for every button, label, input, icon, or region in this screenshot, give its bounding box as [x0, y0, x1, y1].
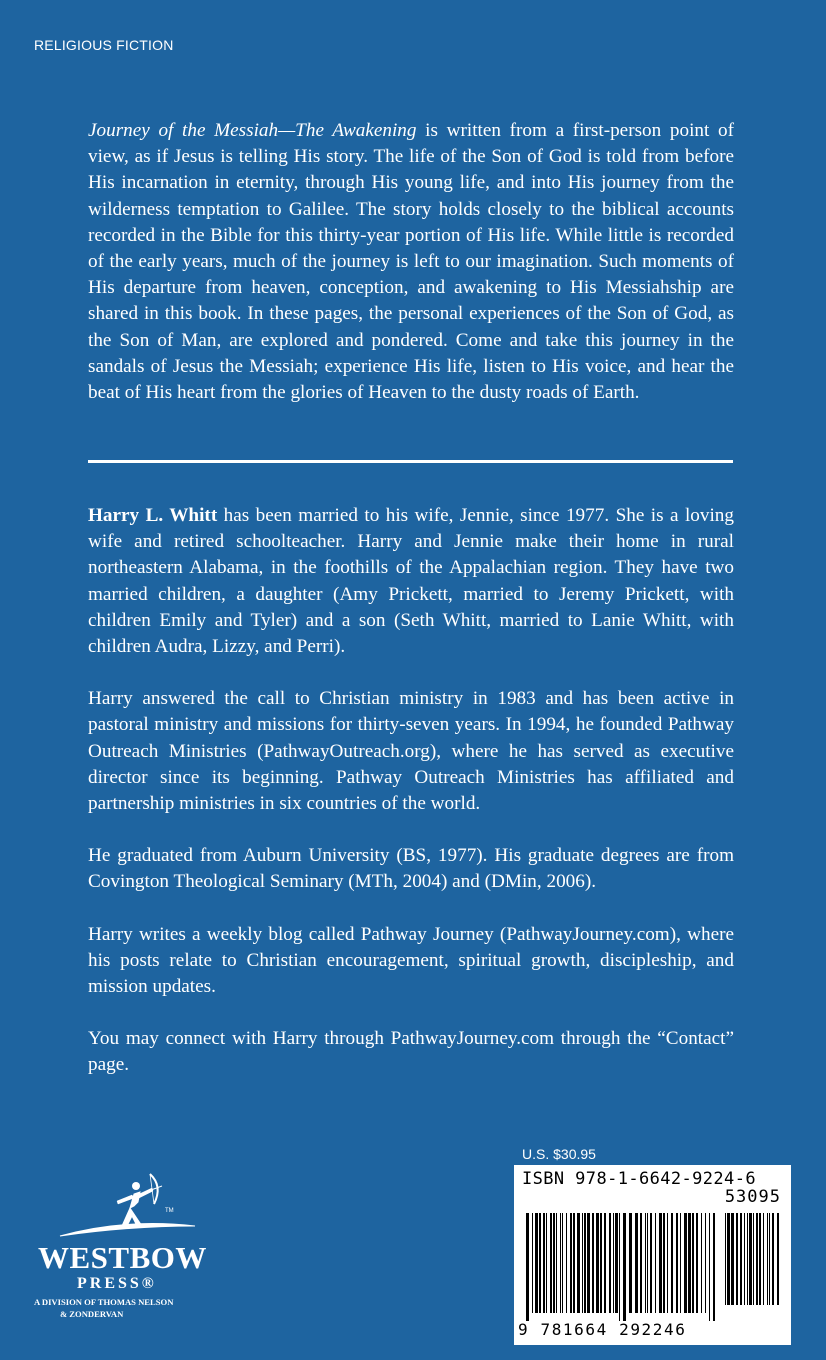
barcode-bar [532, 1213, 533, 1313]
barcode-bar [772, 1213, 774, 1305]
barcode-bar [767, 1213, 768, 1305]
barcode-bar [570, 1213, 572, 1313]
publisher-division-line-2: & ZONDERVAN [60, 1309, 124, 1319]
barcode-bar [759, 1213, 761, 1305]
barcode-bar [684, 1213, 687, 1313]
barcode-bar [747, 1213, 748, 1305]
category-label: RELIGIOUS FICTION [34, 37, 174, 53]
publisher-division-line-1: A DIVISION OF THOMAS NELSON [34, 1297, 174, 1307]
barcode-bar [539, 1213, 541, 1313]
bio-paragraph-5: You may connect with Harry through PathwayJourney.com through the “Contact” page. [88, 1028, 734, 1076]
barcode-bar [573, 1213, 575, 1313]
barcode-bar [556, 1213, 557, 1313]
barcode-bar [546, 1213, 547, 1313]
barcode-bar [740, 1213, 742, 1305]
barcode-bar [650, 1213, 652, 1313]
barcode-bar [619, 1213, 620, 1321]
barcode-bar [701, 1213, 702, 1313]
barcode-bar [753, 1213, 754, 1305]
barcode-bar [676, 1213, 678, 1313]
barcode-digits: 9 781664 292246 [518, 1320, 687, 1339]
barcode-bar [587, 1213, 590, 1313]
barcode-bar [680, 1213, 681, 1313]
barcode-bar [592, 1213, 594, 1313]
barcode-bar [763, 1213, 764, 1305]
barcode-bar [623, 1213, 626, 1321]
addon-code: 53095 [724, 1187, 781, 1207]
svg-text:TM: TM [165, 1208, 174, 1214]
bio-paragraph-1-text: has been married to his wife, Jennie, since 1977. She is a loving wife and retired schoolteacher. Harry and Jennie make their home in rural northeastern Alabama, in the foothills of the Appalachian region. They have two married children, a daughter (Amy Prickett, married to Jeremy Prickett, with children Emily and Tyler) and a son (Seth Whitt, married to Lanie Whitt, with children Audra, Lizzy, and Perri). [88, 505, 734, 658]
isbn-barcode [514, 1165, 791, 1345]
barcode-bar [692, 1213, 694, 1313]
barcode-bar [609, 1213, 611, 1313]
barcode-bar [584, 1213, 586, 1313]
barcode-bar [725, 1213, 726, 1305]
barcode-bar [526, 1213, 529, 1321]
barcode-bar [550, 1213, 552, 1313]
barcode-bar [629, 1213, 632, 1313]
barcode-bar [744, 1213, 745, 1305]
barcode-bar [635, 1213, 638, 1313]
bio-paragraph-2: Harry answered the call to Christian ministry in 1983 and has been active in pastoral ministry and missions for thirty-seven years. In 1994, he founded Pathway Outreach Ministries (PathwayOutreach.org), where he has served as executive director since its beginning. Pathway Outreach Ministries has affiliated and partnership ministries in six countries of the world. [88, 688, 734, 815]
barcode-bar [769, 1213, 770, 1305]
barcode-bar [613, 1213, 614, 1313]
blurb-text: is written from a first-person point of view, as if Jesus is telling His story. The life of the Son of God is told from before His incarnation in eternity, through His young life, and into His journey from the wilderness temptation to Galilee. The story holds closely to the biblical accounts recorded in the Bible for this thirty-year portion of His life. While little is recorded of the early years, much of the journey is left to our imagination. Such moments of His departure from heaven, conception, and awakening to His Messiahship are shared in this book. In these pages, the personal experiences of the Son of God, as the Son of Man, are explored and pondered. Come and take this journey in the sandals of Jesus the Messiah; experience His life, listen to His voice, and hear the beat of His heart from the glories of Heaven to the dusty roads of Earth. [88, 120, 734, 404]
barcode-bar [543, 1213, 545, 1313]
barcode-bar [756, 1213, 758, 1305]
barcode-bar [749, 1213, 752, 1305]
barcode-bar [577, 1213, 580, 1313]
barcode-bar [553, 1213, 555, 1313]
barcode-bar [736, 1213, 738, 1305]
barcode-bar [596, 1213, 599, 1313]
barcode-bar [645, 1213, 646, 1313]
barcode-bar [566, 1213, 567, 1313]
bio-paragraph-1 [88, 503, 734, 660]
bio-paragraph-3: He graduated from Auburn University (BS, 1977). His graduate degrees are from Covington Theological Seminary (MTh, 2004) and (DMin, 2006). [88, 845, 734, 893]
price-label: U.S. $30.95 [522, 1146, 596, 1162]
barcode-bar [663, 1213, 665, 1313]
publisher-name: WESTBOW [38, 1240, 207, 1275]
barcode-bar [727, 1213, 730, 1305]
barcode-bar [647, 1213, 648, 1313]
barcode-bar [731, 1213, 734, 1305]
ean-barcode-bars [522, 1213, 718, 1321]
barcode-bar [560, 1213, 561, 1313]
barcode-bar [655, 1213, 656, 1313]
barcode-bar [705, 1213, 706, 1313]
barcode-bar [777, 1213, 779, 1305]
barcode-bar [709, 1213, 710, 1321]
addon-barcode-bars [721, 1213, 783, 1313]
author-bio [88, 503, 734, 1105]
barcode-bar [640, 1213, 642, 1313]
bio-paragraph-4: Harry writes a weekly blog called Pathway Journey (PathwayJourney.com), where his posts relate to Christian encouragement, spiritual growth, discipleship, and mission updates. [88, 923, 734, 998]
barcode-bar [615, 1213, 618, 1313]
barcode-bar [696, 1213, 698, 1313]
publisher-press: PRESS® [77, 1275, 157, 1292]
barcode-bar [535, 1213, 538, 1313]
barcode-bar [600, 1213, 602, 1313]
barcode-bar [671, 1213, 673, 1313]
section-divider [88, 460, 733, 463]
westbow-archer-logo-icon [30, 1168, 220, 1243]
isbn-text: ISBN 978-1-6642-9224-6 [522, 1169, 756, 1189]
barcode-bar [713, 1213, 715, 1321]
barcode-bar [562, 1213, 563, 1313]
blurb-paragraph [88, 118, 734, 406]
barcode-bar [688, 1213, 691, 1313]
author-name: Harry L. Whitt [88, 505, 218, 526]
barcode-bar [667, 1213, 668, 1313]
barcode-bar [582, 1213, 583, 1313]
book-title: Journey of the Messiah—The Awakening [88, 120, 417, 141]
barcode-bar [659, 1213, 662, 1313]
barcode-bar [604, 1213, 606, 1313]
